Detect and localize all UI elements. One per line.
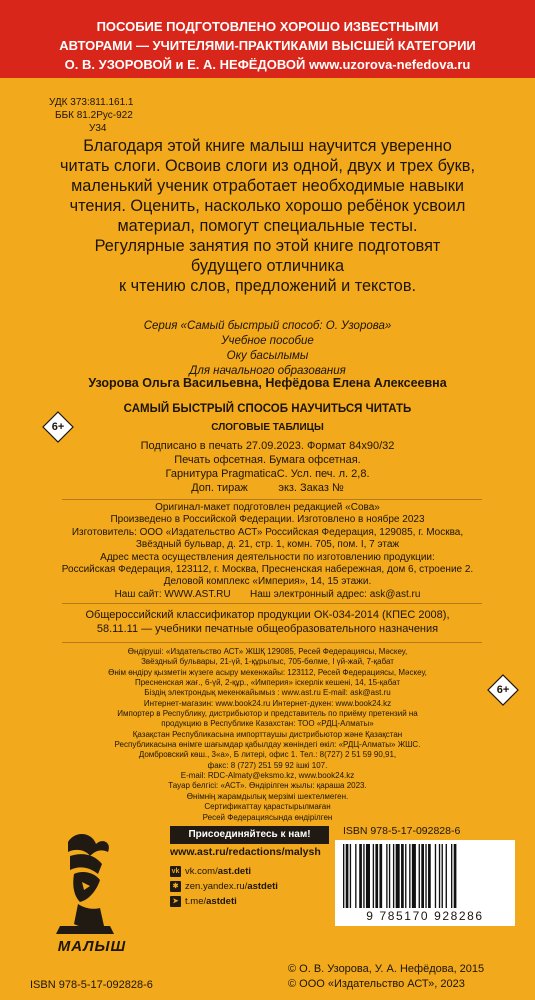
vk-icon: vk (171, 868, 180, 875)
copyright (288, 962, 484, 992)
kz-line: Тауар белгісі: «АСТ». Өндірілген жылы: қараша 2023. (168, 781, 367, 791)
social-handle: astdeti (206, 896, 237, 907)
age-rating-text: 6+ (496, 684, 510, 696)
series-line: Для начального образования (189, 365, 346, 377)
kz-line: продукцию в Республике Казахстан: ТОО «РДЦ-Алматы» (161, 719, 374, 729)
kz-line: Пресненская жағ., 6-үй, 2-құр., «Империя» іскерлік кешені, 14, 15-қабат (134, 678, 401, 688)
barcode-number: 9 785170 928286 (335, 908, 515, 926)
kz-line: Республикасына өнімге шағымдар қабылдау жөніндегі өкіл: «РДЦ-Алматы» ЖШС. (114, 740, 421, 750)
publisher-line: Изготовитель: ООО «Издательство АСТ» Российская Федерация, 129085, г. Москва, (71, 526, 464, 538)
product-classifier (0, 608, 535, 636)
kz-line: факс: 8 (727) 251 59 92 ішкі 107. (207, 760, 328, 770)
description-line: материал, помогут специальные тесты. (117, 217, 418, 235)
kz-line: E-mail: RDC-Almaty@eksmo.kz, www.book24.kz (180, 771, 355, 781)
bbk-code: ББК 81.2Рус-922 (55, 110, 133, 121)
kz-line: Домбровский көш., 3«а», Б литері, офис 1. Тел.: 8(727) 2 51 59 90,91, (138, 750, 397, 760)
kazakhstan-info (0, 647, 535, 823)
publisher-line: Наш сайт: WWW.AST.RU Наш электронный адрес: ask@ast.ru (114, 588, 421, 600)
print-line: Гарнитура PragmaticaC. Усл. печ. л. 2,8. (165, 468, 370, 480)
copyright-line: © О. В. Узорова, У. А. Нефёдова, 2015 (288, 963, 485, 975)
kz-line: Импортер в Республику, дистрибьютор и представитель по приёму претензий на (117, 709, 418, 719)
banner-line: О. В. УЗОРОВОЙ и Е. А. НЕФЁДОВОЙ www.uzorova-nefedova.ru (64, 57, 471, 72)
series-line: Учебное пособие (221, 335, 314, 347)
banner-line: АВТОРАМИ — УЧИТЕЛЯМИ-ПРАКТИКАМИ ВЫСШЕЙ КАТЕГОРИИ (59, 38, 476, 53)
publisher-line: Деловой комплекс «Империя», 14, 15 этажи. (163, 576, 372, 588)
publisher-line: Звёздный бульвар, д. 21, стр. 1, комн. 705, пом. I, 7 этаж (135, 539, 400, 551)
isbn-label: ISBN 978-5-17-092828-6 (343, 825, 461, 837)
kz-line: Өнімнің жарамдылық мерзімі шектелмеген. (186, 791, 349, 801)
description-line: Благодаря этой книге малыш научится уверенно (83, 137, 452, 155)
social-link-telegram[interactable] (170, 896, 237, 907)
publisher-line: Оригинал-макет подготовлен редакцией «Сова» (155, 502, 380, 513)
description-line: маленький ученик отработает необходимые навыки (71, 177, 464, 195)
publisher-info (0, 502, 535, 601)
description-line: будущего отличника (190, 257, 345, 275)
classification-codes (49, 96, 134, 135)
kz-line: Қазақстан Республикасына импорттаушы дистрибьютор және Қазақстан (132, 729, 403, 739)
barcode-icon (335, 840, 515, 910)
age-rating-badge (487, 674, 519, 706)
series-line: Серия «Самый быстрый способ: О. Узорова» (143, 320, 392, 332)
print-line: Подписано в печать 27.09.2023. Формат 84x90/32 (140, 440, 395, 452)
kz-line: Өндіруші: «Издательство АСТ» ЖШҚ 129085, Ресей Федерациясы, Мәскеу, (127, 647, 408, 656)
kz-line: Ресей Федерациясында өндірілген (202, 812, 333, 822)
publisher-line: Произведено в Российской Федерации. Изготовлено в ноябре 2023 (110, 514, 425, 526)
telegram-icon: ➤ (170, 896, 181, 907)
social-handle: ast.deti (217, 866, 251, 877)
banner-line: ПОСОБИЕ ПОДГОТОВЛЕНО ХОРОШО ИЗВЕСТНЫМИ (96, 19, 439, 34)
social-prefix: vk.com/ (185, 866, 218, 877)
zen-icon: ✱ (170, 881, 181, 892)
divider (62, 642, 482, 643)
social-prefix: zen.yandex.ru/ (185, 881, 248, 892)
divider (62, 499, 482, 500)
kz-line: Сертификаттау қарастырылмаған (204, 802, 331, 812)
author-banner (0, 0, 535, 78)
join-banner: Присоединяйтесь к нам! (170, 826, 329, 844)
divider (62, 603, 482, 604)
authors: Узорова Ольга Васильевна, Нефёдова Елена Алексеевна (88, 376, 447, 390)
publisher-line: Адрес места осуществления деятельности по изготовлению продукции: (100, 551, 435, 563)
isbn-bottom: ISBN 978-5-17-092828-6 (30, 979, 153, 991)
description-line: Регулярные занятия по этой книге подготовят (94, 237, 441, 255)
series-line: Оку басылымы (226, 350, 309, 362)
social-link-zen[interactable] (170, 881, 278, 892)
series-info (0, 319, 535, 379)
book-description (0, 136, 535, 296)
logo-text: МАЛЫШ (57, 938, 127, 955)
age-rating-text: 6+ (51, 421, 65, 433)
okp-line: Общероссийский классификатор продукции ОК-034-2014 (КПЕС 2008), (85, 609, 450, 621)
copyright-line: © ООО «Издательство АСТ», 2023 (288, 978, 465, 990)
social-handle: astdeti (247, 881, 278, 892)
kz-line: Біздің электрондық мекенжайымыз : www.ast.ru E-mail: ask@ast.ru (144, 688, 391, 698)
kz-line: Звёздный бульвары, 21-үй, 1-құрылыс, 705-бөлме, I үй-жай, 7-қабат (141, 657, 394, 667)
kz-line: Интернет-магазин: www.book24.ru Интернет-дүкен: www.book24.kz (143, 698, 392, 708)
description-line: читать слоги. Освоив слоги из одной, двух и трех букв, (60, 157, 475, 175)
publisher-line: Российская Федерация, 123112, г. Москва, Пресненская набережная, дом 6, строение 2. (61, 564, 474, 576)
book-subtitle: СЛОГОВЫЕ ТАБЛИЦЫ (211, 422, 324, 433)
description-line: чтения. Оценить, насколько хорошо ребёнок усвоил (69, 197, 466, 215)
print-line: Печать офсетная. Бумага офсетная. (174, 454, 361, 466)
okp-line: 58.11.11 — учебники печатные общеобразовательного назначения (96, 623, 439, 635)
description-line: к чтению слов, предложений и текстов. (118, 277, 417, 295)
print-line: Доп. тираж экз. Заказ № (191, 482, 344, 494)
print-info (0, 439, 535, 495)
site-link[interactable]: www.ast.ru/redactions/malysh (170, 846, 321, 858)
kz-line: Өнім өндіру қызметін жүзеге асыру мекенжайы: 123112, Ресей Федерациясы, Мәскеу, (108, 667, 427, 677)
social-prefix: t.me/ (185, 896, 207, 907)
book-title: САМЫЙ БЫСТРЫЙ СПОСОБ НАУЧИТЬСЯ ЧИТАТЬ (123, 403, 412, 415)
udk-code: УДК 373:811.161.1 (49, 97, 134, 108)
author-code: У34 (89, 123, 107, 134)
social-link-vk[interactable] (170, 866, 251, 877)
